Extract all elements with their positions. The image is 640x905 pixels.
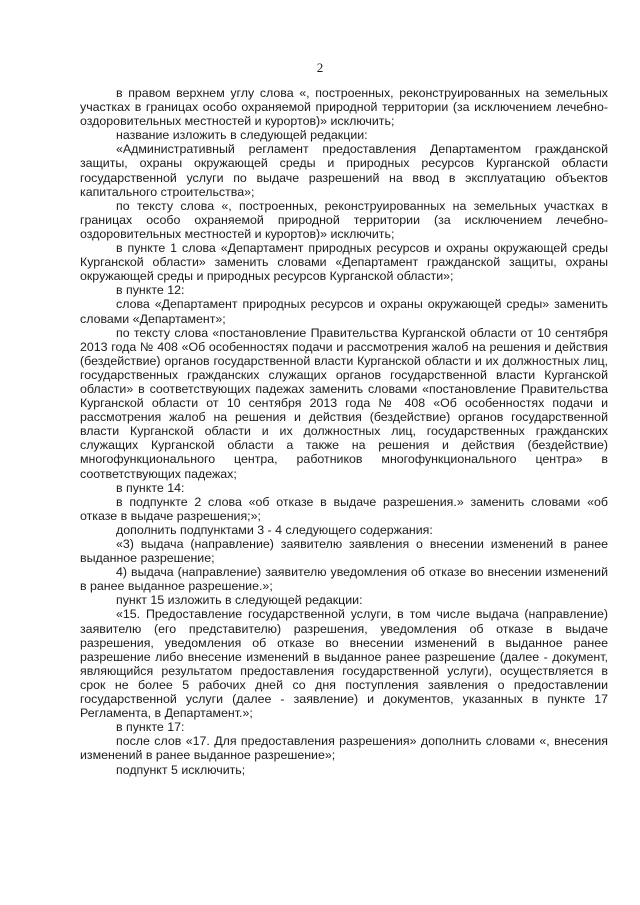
paragraph: слова «Департамент природных ресурсов и охраны окружающей среды» заменить словами «Департамент»; — [80, 297, 608, 326]
paragraph: по тексту слова «, построенных, реконструированных на земельных участках в границах особо охраняемой природной территории (за исключением лечебно-оздоровительных местностей и курортов)» исключить; — [80, 198, 608, 241]
paragraph: 4) выдача (направление) заявителю уведомления об отказе во внесении изменений в ранее выданное разрешение.»; — [80, 565, 608, 594]
paragraph: пункт 15 изложить в следующей редакции: — [116, 593, 363, 608]
paragraph: дополнить подпунктами 3 - 4 следующего содержания: — [116, 522, 433, 537]
paragraph: в пункте 17: — [116, 720, 185, 735]
paragraph: после слов «17. Для предоставления разрешения» дополнить словами «, внесения изменений в ранее выданное разрешение»; — [80, 734, 608, 763]
paragraph: в пункте 12: — [116, 283, 185, 298]
paragraph: в правом верхнем углу слова «, построенных, реконструированных на земельных участках в границах особо охраняемой природной территории (за исключением лечебно-оздоровительных местностей и курортов)» исключить; — [80, 86, 608, 129]
paragraph: «15. Предоставление государственной услуги, в том числе выдача (направление) заявителю (его представителю) разрешения, уведомления об отказе в выдаче разрешения, уведомления об отказе во внесении изменений в выданное ранее разрешение либо внесение изменений в выданное ранее разрешение (далее - документ, являющийся результатом предоставления государственной услуги), осуществляется в срок не более 5 рабочих дней со дня поступления заявления о предоставлении государственной услуги (далее - заявление) и документов, указанных в пункте 17 Регламента, в Департамент.»; — [80, 607, 608, 721]
paragraph: в пункте 14: — [116, 480, 185, 495]
paragraph: в подпункте 2 слова «об отказе в выдаче разрешения.» заменить словами «об отказе в выдаче разрешения;»; — [80, 494, 608, 523]
paragraph: подпункт 5 исключить; — [116, 762, 246, 777]
document-body — [80, 86, 608, 777]
paragraph: по тексту слова «постановление Правительства Курганской области от 10 сентября 2013 года № 408 «Об особенностях подачи и рассмотрения жалоб на решения и действия (бездействие) органов государственной власти Курганской области и их должностных лиц, государственных гражданских служащих органов государственной власти Курганской области» в соответствующих падежах заменить словами «постановление Правительства Курганской области от 10 сентября 2013 года № 408 «Об особенностях подачи и рассмотрения жалоб на решения и действия (бездействие) органов государственной власти Курганской области и их должностных лиц, государственных гражданских служащих Курганской области а также на решения и действия (бездействие) многофункционального центра, работников многофункционального центра» в соответствующих падежах; — [80, 325, 608, 481]
page-number: 2 — [316, 60, 324, 75]
paragraph: название изложить в следующей редакции: — [116, 128, 368, 143]
paragraph: «Административный регламент предоставления Департаментом гражданской защиты, охраны окружающей среды и природных ресурсов Курганской области государственной услуги по выдаче разрешений на ввод в эксплуатацию объектов капитального строительства»; — [80, 142, 608, 199]
paragraph: «3) выдача (направление) заявителю заявления о внесении изменений в ранее выданное разрешение; — [80, 537, 608, 566]
paragraph: в пункте 1 слова «Департамент природных ресурсов и охраны окружающей среды Курганской области» заменить словами «Департамент гражданской защиты, охраны окружающей среды и природных ресурсов Курганской области»; — [80, 241, 608, 284]
